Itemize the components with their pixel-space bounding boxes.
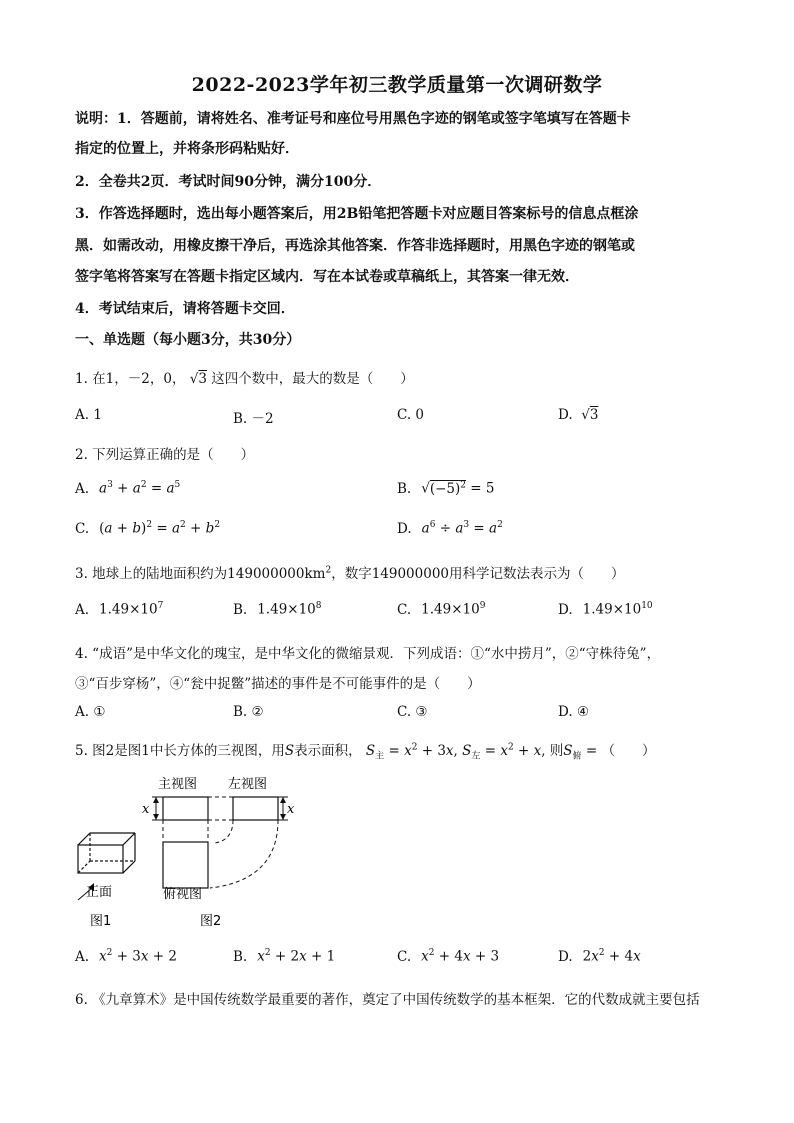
left-view-rect <box>233 797 278 820</box>
q4-option-a[interactable]: A. ① <box>75 704 106 720</box>
instruction-line-4: 3．作答选择题时，选出每小题答案后，用2B铅笔把答题卡对应题目答案标号的信息点框涂 <box>75 206 639 222</box>
q1-stem-b: 这四个数中，最大的数是（ ） <box>211 371 414 387</box>
left-view-label: 左视图 <box>228 777 268 792</box>
section-heading: 一、单选题（每小题3分，共30分） <box>75 332 301 348</box>
x-label-right: x <box>287 802 295 817</box>
q4-option-d[interactable]: D. ④ <box>558 704 590 720</box>
instruction-line-1: 说明：1．答题前，请将姓名、准考证号和座位号用黑色字迹的钢笔或签字笔填写在答题卡 <box>75 111 631 127</box>
q1-option-a[interactable]: A. 1 <box>75 407 102 423</box>
question-3: 3. 地球上的陆地面积约为$149000000km^2$，数字149000000用科学记数法表示为（ ） <box>75 565 625 582</box>
q5-option-d[interactable]: D. $2x^2 + 4x$ <box>558 948 641 965</box>
q1-stem-a: 1. 在1，－2，0， <box>75 371 186 387</box>
q5-option-a[interactable]: A. $x^2 + 3x + 2$ <box>75 948 177 965</box>
question-5: 5. 图2是图1中长方体的三视图，用S表示面积， $S_主 = x^2 + 3x$, $S_左 = x^2 + x$, 则$S_俯$ = （ ） <box>75 742 656 762</box>
q2-option-a[interactable]: A. $a^3 + a^2 = a^5$ <box>75 480 181 497</box>
instruction-line-2: 指定的位置上，并将条形码粘贴好． <box>75 141 299 157</box>
q2-option-d[interactable]: D. $a^6 \div a^3 = a^2$ <box>397 520 503 537</box>
q1-sqrt: √3 <box>189 371 207 387</box>
x-label-left: x <box>142 802 150 817</box>
q4-option-b[interactable]: B. ② <box>233 704 264 720</box>
q1-option-d[interactable]: D. √3 <box>558 407 599 423</box>
question-6-line-1: 6. 《九章算术》是中国传统数学最重要的著作，奠定了中国传统数学的基本框架．它的代数成就主要包括 <box>75 992 700 1008</box>
page-title: 2022-2023学年初三教学质量第一次调研数学 <box>191 74 603 96</box>
front-view-rect <box>163 797 208 820</box>
front-view-label: 主视图 <box>158 777 198 792</box>
q1-option-b[interactable]: B. －2 <box>233 411 274 427</box>
figure-1-label: 图1 <box>90 914 112 929</box>
cuboid-drawing <box>78 833 135 873</box>
question-1 <box>75 367 414 387</box>
instruction-line-7: 4．考试结束后，请将答题卡交回． <box>75 301 295 317</box>
q4-option-c[interactable]: C. ③ <box>397 704 428 720</box>
top-view-label: 俯视图 <box>163 887 203 902</box>
instruction-line-6: 签字笔将答案写在答题卡指定区域内．写在本试卷或草稿纸上，其答案一律无效． <box>75 269 579 285</box>
q2-option-b[interactable]: B. $√(-5)^2 = 5$ <box>397 480 495 497</box>
instruction-line-5: 黑．如需改动，用橡皮擦干净后，再选涂其他答案．作答非选择题时，用黑色字迹的钢笔或 <box>75 238 635 254</box>
three-views-figure <box>70 770 310 935</box>
q3-option-c[interactable]: C. $1.49\times 10^9$ <box>397 601 486 618</box>
q3-option-a[interactable]: A. $1.49\times 10^7$ <box>75 601 164 618</box>
top-view-rect <box>163 842 208 888</box>
front-label: 正面 <box>86 885 113 900</box>
q3-option-b[interactable]: B. $1.49\times 10^8$ <box>233 601 322 618</box>
q1-option-c[interactable]: C. 0 <box>397 407 425 423</box>
q3-option-d[interactable]: D. $1.49\times 10^{10}$ <box>558 601 653 618</box>
question-4-line-1: 4. “成语”是中华文化的瑰宝，是中华文化的微缩景观．下列成语：①“水中捞月”，②“守株待兔”， <box>75 646 661 662</box>
q5-option-b[interactable]: B. $x^2 + 2x + 1$ <box>233 948 336 965</box>
question-2: 2. 下列运算正确的是（ ） <box>75 447 255 463</box>
figure-2-label: 图2 <box>200 914 222 929</box>
q5-option-c[interactable]: C. $x^2 + 4x + 3$ <box>397 948 500 965</box>
instruction-line-3: 2．全卷共2页．考试时间90分钟，满分100分． <box>75 174 382 190</box>
question-4-line-2: ③“百步穿杨”，④“瓮中捉鳖”描述的事件是不可能事件的是（ ） <box>75 676 481 692</box>
q2-option-c[interactable]: C. $(a + b)^2 = a^2 + b^2$ <box>75 520 221 537</box>
